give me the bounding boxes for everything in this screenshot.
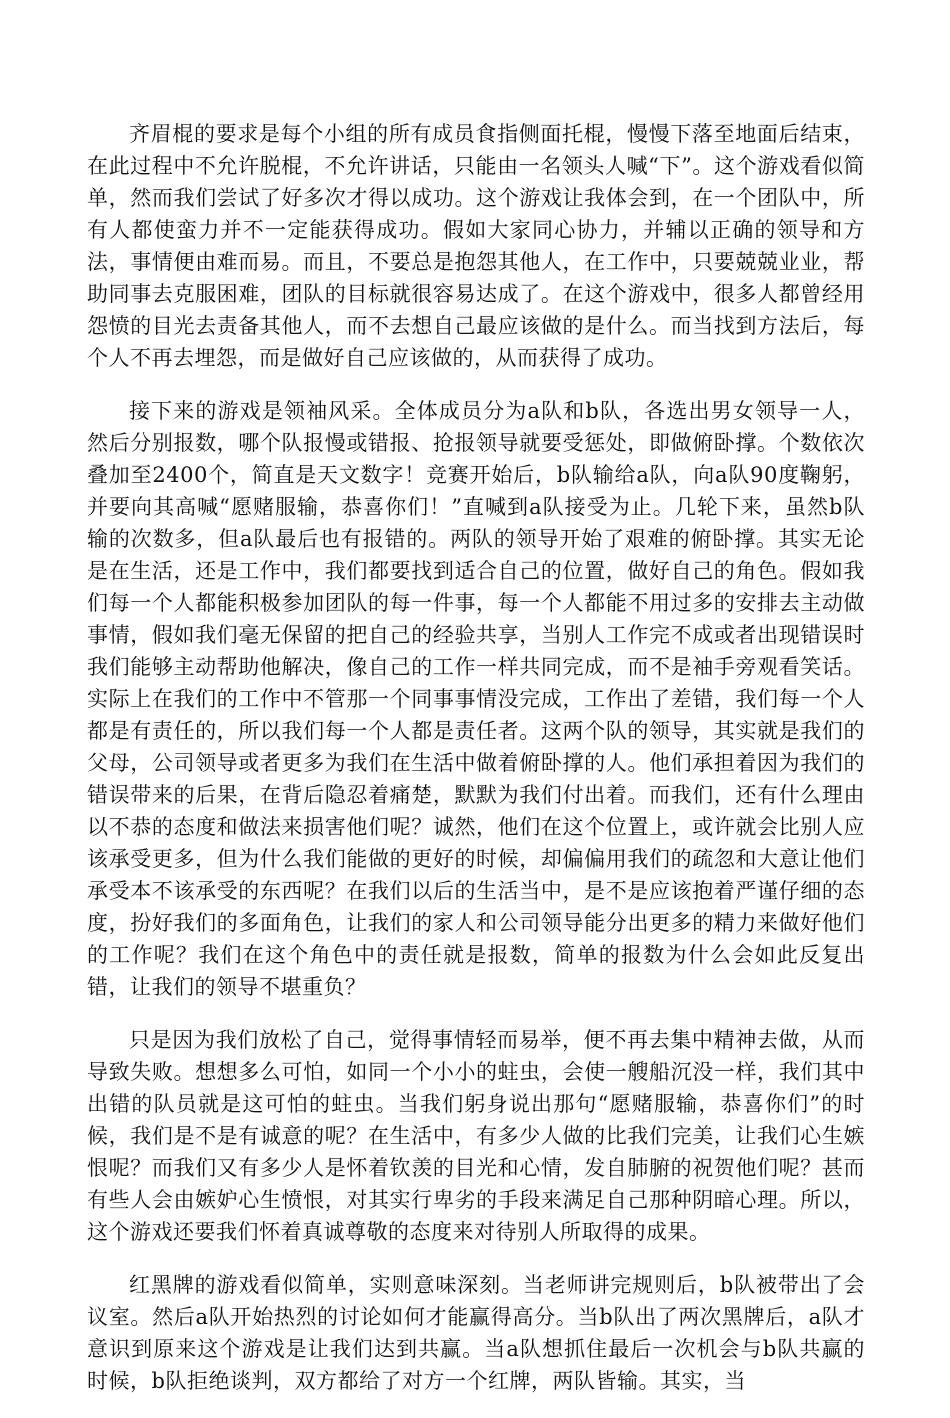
paragraph-reflection: 只是因为我们放松了自己，觉得事情轻而易举，便不再去集中精神去做，从而导致失败。想想多么可怕，如同一个小小的蛀虫，会使一艘船沉没一样，我们其中出错的队员就是这可怕的蛀虫。当我们躬身说出那句“愿赌服输，恭喜你们”的时候，我们是不是有诚意的呢？在生活中，有多少人做的比我们完美，让我们心生嫉恨呢？而我们又有多少人是怀着钦羡的目光和心情，发自肺腑的祝贺他们呢？甚而有些人会由嫉妒心生愤恨，对其实行卑劣的手段来满足自己那种阴暗心理。所以，这个游戏还要我们怀着真诚尊敬的态度来对待别人所取得的成果。 — [87, 1028, 865, 1244]
document-body — [87, 118, 865, 1418]
paragraph-lingxiu-fengcai: 接下来的游戏是领袖风采。全体成员分为a队和b队，各选出男女领导一人，然后分别报数，哪个队报慢或错报、抢报领导就要受惩处，即做俯卧撑。个数依次叠加至2400个，简直是天文数字！竞赛开始后，b队输给a队，向a队90度鞠躬，并要向其高喊“愿赌服输，恭喜你们！”直喊到a队接受为止。几轮下来，虽然b队输的次数多，但a队最后也有报错的。两队的领导开始了艰难的俯卧撑。其实无论是在生活，还是工作中，我们都要找到适合自己的位置，做好自己的角色。假如我们每一个人都能积极参加团队的每一件事，每一个人都能不用过多的安排去主动做事情，假如我们毫无保留的把自己的经验共享，当别人工作完不成或者出现错误时我们能够主动帮助他解决，像自己的工作一样共同完成，而不是袖手旁观看笑话。实际上在我们的工作中不管那一个同事事情没完成，工作出了差错，我们每一个人都是有责任的，所以我们每一个人都是责任者。这两个队的领导，其实就是我们的父母，公司领导或者更多为我们在生活中做着俯卧撑的人。他们承担着因为我们的错误带来的后果，在背后隐忍着痛楚，默默为我们付出着。而我们，还有什么理由以不恭的态度和做法来损害他们呢？诚然，他们在这个位置上，或许就会比别人应该承受更多，但为什么我们能做的更好的时候，却偏偏用我们的疏忽和大意让他们承受本不该承受的东西呢？在我们以后的生活当中，是不是应该抱着严谨仔细的态度，扮好我们的多面角色，让我们的家人和公司领导能分出更多的精力来做好他们的工作呢？我们在这个角色中的责任就是报数，简单的报数为什么会如此反复出错，让我们的领导不堪重负？ — [87, 399, 865, 999]
paragraph-qimeigun: 齐眉棍的要求是每个小组的所有成员食指侧面托棍，慢慢下落至地面后结束，在此过程中不允许脱棍，不允许讲话，只能由一名领头人喊“下”。这个游戏看似简单，然而我们尝试了好多次才得以成功。这个游戏让我体会到，在一个团队中，所有人都使蛮力并不一定能获得成功。假如大家同心协力，并辅以正确的领导和方法，事情便由难而易。而且，不要总是抱怨其他人，在工作中，只要兢兢业业，帮助同事去克服困难，团队的目标就很容易达成了。在这个游戏中，很多人都曾经用怨愤的目光去责备其他人，而不去想自己最应该做的是什么。而当找到方法后，每个人不再去埋怨，而是做好自己应该做的，从而获得了成功。 — [87, 122, 865, 370]
paragraph-hongheipai: 红黑牌的游戏看似简单，实则意味深刻。当老师讲完规则后，b队被带出了会议室。然后a队开始热烈的讨论如何才能赢得高分。当b队出了两次黑牌后，a队才意识到原来这个游戏是让我们达到共赢。当a队想抓住最后一次机会与b队共赢的时候，b队拒绝谈判，双方都给了对方一个红牌，两队皆输。其实，当 — [87, 1273, 865, 1393]
